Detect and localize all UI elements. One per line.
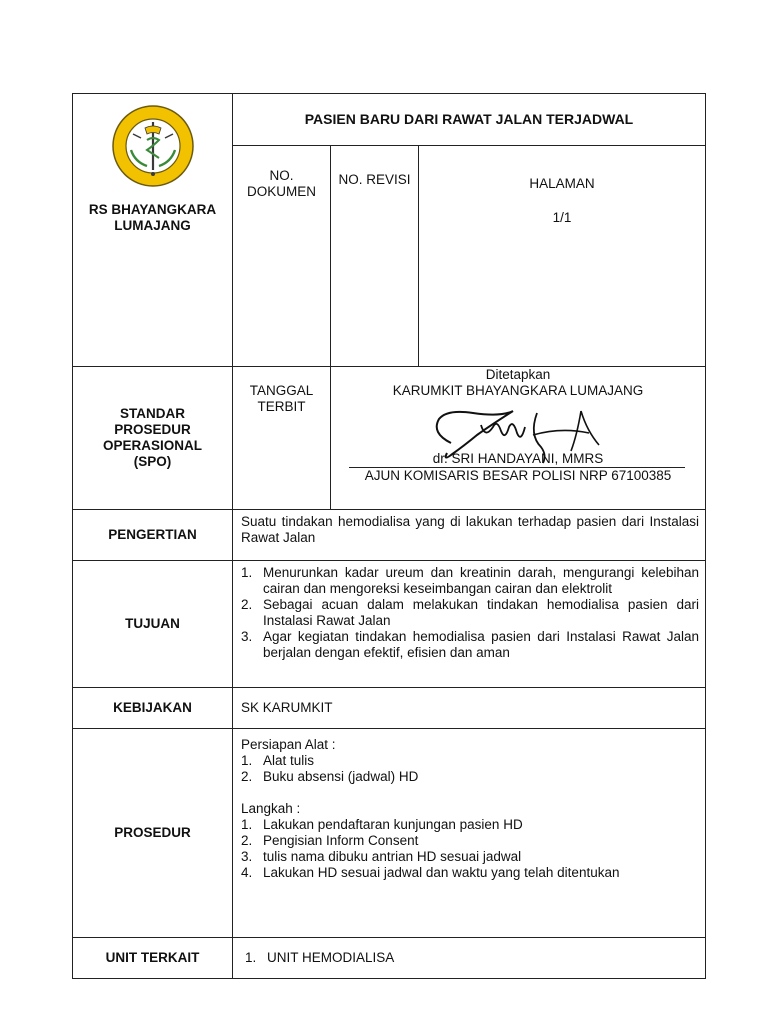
police-hospital-logo — [111, 104, 195, 188]
list-item — [241, 753, 699, 769]
list-item — [241, 769, 699, 785]
spo-title-cell — [73, 367, 233, 510]
list-text: Menurunkan kadar ureum dan kreatinin darah, mengurangi kelebihan cairan dan mengoreksi keseimbangan cairan dan elektrolit — [263, 565, 700, 596]
spo-table — [72, 93, 706, 979]
halaman-cell — [419, 145, 706, 366]
no-dokumen-label-2: DOKUMEN — [246, 183, 316, 199]
approval-office: KARUMKIT BHAYANGKARA LUMAJANG — [392, 383, 644, 398]
list-text: Agar kegiatan tindakan hemodialisa pasien dari Instalasi Rawat Jalan berjalan dengan efektif, efisien dan aman — [263, 629, 700, 660]
hospital-name — [73, 202, 232, 234]
tanggal-terbit-label-1: TANGGAL — [249, 383, 314, 398]
approval-rank: AJUN KOMISARIS BESAR POLISI NRP 67100385 — [364, 468, 672, 483]
list-item — [241, 565, 699, 597]
approval-cell — [331, 367, 706, 510]
spo-title-line-2: PROSEDUR — [114, 422, 191, 437]
spo-title-line-3: OPERASIONAL — [102, 438, 202, 453]
unit-terkait-content — [233, 938, 706, 979]
unit-terkait-label: UNIT TERKAIT — [73, 938, 233, 979]
tanggal-terbit-label-2: TERBIT — [257, 399, 306, 414]
list-number: 3. — [241, 849, 253, 864]
halaman-label: HALAMAN — [529, 175, 595, 191]
pengertian-text: Suatu tindakan hemodialisa yang di lakukan terhadap pasien dari Instalasi Rawat Jalan — [233, 510, 706, 561]
list-item — [241, 833, 699, 849]
list-number: 4. — [241, 865, 253, 880]
spo-title-line-4: (SPO) — [133, 454, 172, 469]
list-item — [241, 817, 699, 833]
list-text: Lakukan pendaftaran kunjungan pasien HD — [263, 817, 523, 832]
tanggal-terbit-cell — [233, 367, 331, 510]
hospital-name-line-2: LUMAJANG — [114, 218, 191, 233]
list-text: UNIT HEMODIALISA — [267, 950, 395, 965]
list-item — [241, 597, 699, 629]
list-number: 1. — [241, 817, 253, 832]
tujuan-content — [233, 561, 706, 688]
list-number: 1. — [241, 565, 253, 580]
no-revisi-cell: NO. REVISI — [331, 145, 419, 366]
document-title: PASIEN BARU DARI RAWAT JALAN TERJADWAL — [233, 94, 706, 146]
list-number: 1. — [245, 950, 257, 965]
persiapan-list — [241, 753, 699, 785]
persiapan-label: Persiapan Alat : — [241, 737, 336, 752]
list-text: Sebagai acuan dalam melakukan tindakan hemodialisa pasien dari Instalasi Rawat Jalan — [263, 597, 700, 628]
kebijakan-label: KEBIJAKAN — [73, 688, 233, 729]
list-item — [241, 849, 699, 865]
list-item — [245, 950, 699, 966]
list-text: Alat tulis — [263, 753, 315, 768]
kebijakan-text: SK KARUMKIT — [233, 688, 706, 729]
hospital-identity-cell — [73, 94, 233, 367]
list-number: 2. — [241, 597, 253, 612]
approval-name: dr. SRI HANDAYANI, MMRS — [432, 451, 604, 466]
tujuan-list — [241, 565, 699, 661]
list-text: Buku absensi (jadwal) HD — [263, 769, 419, 784]
list-number: 1. — [241, 753, 253, 768]
halaman-value: 1/1 — [552, 209, 572, 225]
list-number: 2. — [241, 769, 253, 784]
no-dokumen-label-1: NO. — [269, 167, 294, 183]
list-text: Lakukan HD sesuai jadwal dan waktu yang telah ditentukan — [263, 865, 620, 880]
list-text: tulis nama dibuku antrian HD sesuai jadwal — [263, 849, 522, 864]
ditetapkan-label: Ditetapkan — [485, 367, 551, 382]
langkah-label: Langkah : — [241, 801, 301, 816]
unit-terkait-list — [245, 950, 699, 966]
hospital-name-line-1: RS BHAYANGKARA — [88, 202, 217, 217]
prosedur-content — [233, 729, 706, 938]
list-item — [241, 865, 699, 881]
langkah-list — [241, 817, 699, 881]
list-text: Pengisian Inform Consent — [263, 833, 419, 848]
no-dokumen-cell — [233, 145, 331, 366]
spo-document — [72, 93, 705, 979]
prosedur-label: PROSEDUR — [73, 729, 233, 938]
list-item — [241, 629, 699, 661]
list-number: 2. — [241, 833, 253, 848]
spo-title-line-1: STANDAR — [120, 406, 185, 421]
tujuan-label: TUJUAN — [73, 561, 233, 688]
list-number: 3. — [241, 629, 253, 644]
pengertian-label: PENGERTIAN — [73, 510, 233, 561]
